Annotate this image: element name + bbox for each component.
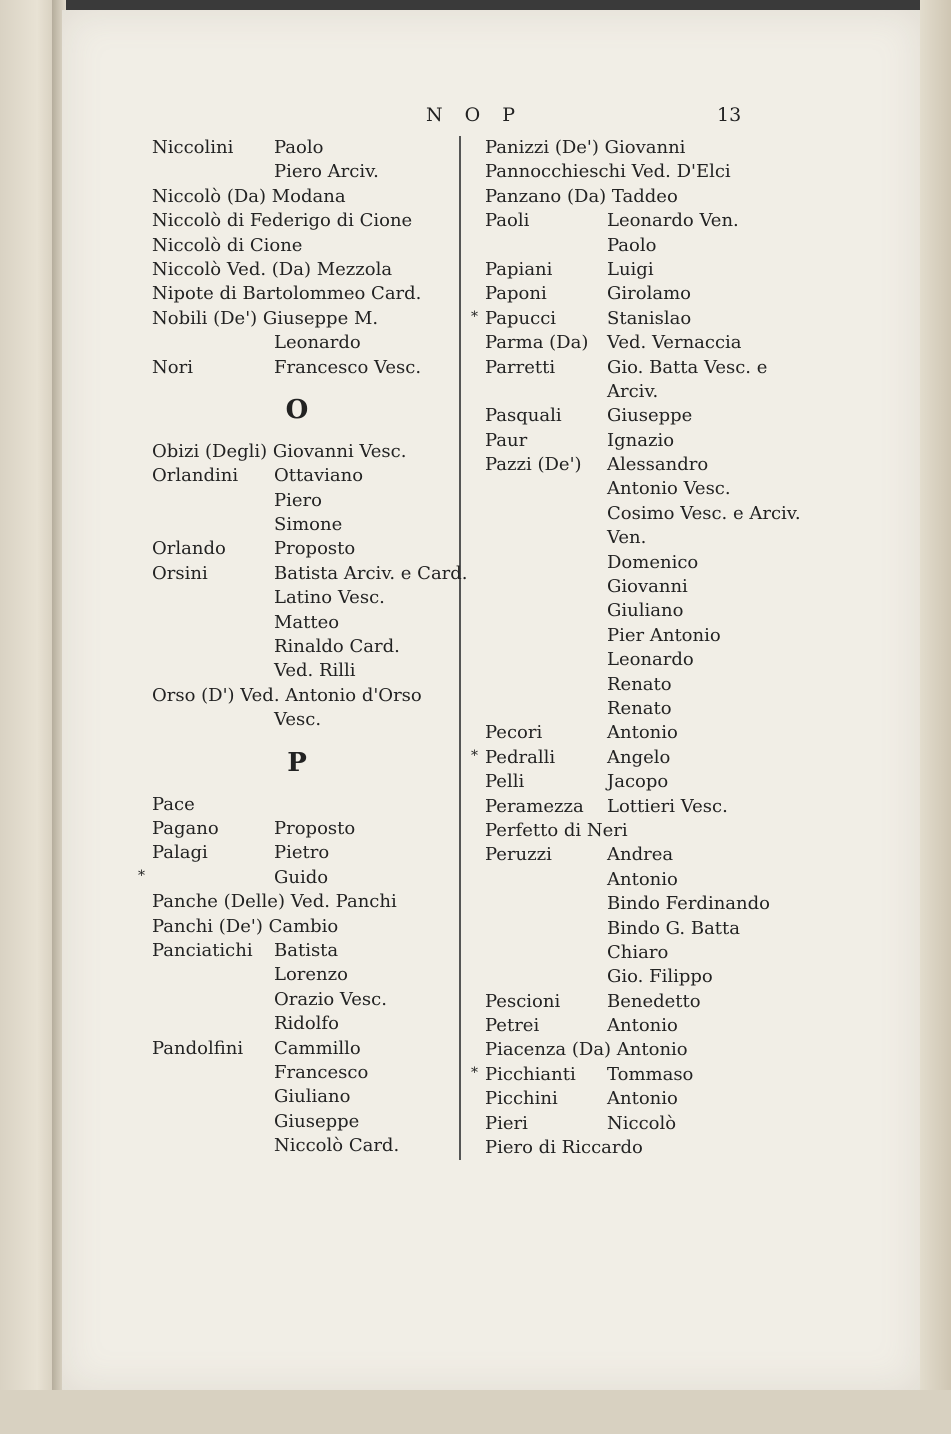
entry-surname: Pecori	[485, 722, 543, 744]
entry-surname: Picchini	[485, 1088, 558, 1110]
entry-surname: Obizi (Degli) Giovanni Vesc.	[152, 440, 407, 462]
entry-forename: Antonio Vesc.	[607, 478, 731, 500]
entry-forename: Batista	[274, 939, 339, 961]
index-entry	[152, 562, 468, 586]
entry-surname: Nipote di Bartolommeo Card.	[152, 283, 422, 305]
entry-surname: Panchi (De') Cambio	[152, 915, 339, 937]
entry-surname: Pedralli	[485, 746, 556, 768]
index-entry	[152, 185, 452, 209]
entry-surname: Orlandini	[152, 465, 239, 487]
entry-forename: Matteo	[274, 611, 340, 633]
index-entry	[485, 502, 801, 526]
entry-forename: Pietro	[274, 842, 330, 864]
entry-surname: Paur	[485, 429, 528, 451]
index-entry	[485, 990, 795, 1014]
index-entry	[152, 1061, 452, 1085]
index-entry	[152, 258, 452, 282]
entry-forename: Cammillo	[274, 1037, 361, 1059]
entry-forename: Paolo	[607, 234, 657, 256]
entry-forename: Ved. Vernaccia	[607, 332, 742, 354]
index-entry	[485, 795, 795, 819]
entry-surname: Pagano	[152, 817, 219, 839]
entry-forename: Orazio Vesc.	[274, 988, 387, 1010]
index-entry	[152, 356, 452, 380]
entry-surname: Picchianti	[485, 1063, 576, 1085]
index-entry	[485, 819, 795, 843]
index-entry	[485, 697, 795, 721]
index-entry	[485, 868, 795, 892]
entry-forename: Niccolò	[607, 1112, 677, 1134]
index-entry	[152, 1110, 452, 1134]
entries-n	[152, 136, 452, 380]
entry-forename: Leonardo	[607, 649, 694, 671]
entry-surname: Pazzi (De')	[485, 454, 582, 476]
index-entry	[485, 136, 795, 160]
entry-forename: Batista Arciv. e Card.	[274, 562, 468, 584]
entry-forename: Proposto	[274, 538, 356, 560]
entry-forename: Antonio	[607, 868, 678, 890]
index-entry	[152, 708, 452, 732]
entry-surname: Papucci	[485, 307, 557, 329]
entry-forename: Tommaso	[607, 1063, 694, 1085]
index-entry	[152, 1012, 452, 1036]
entry-forename: Vesc.	[274, 709, 322, 731]
entry-forename: Lorenzo	[274, 964, 348, 986]
index-entry	[152, 1085, 452, 1109]
index-entry	[471, 746, 795, 770]
index-entry	[485, 477, 795, 501]
entry-surname: Niccolò di Cione	[152, 234, 303, 256]
entry-forename: Domenico	[607, 551, 699, 573]
entry-surname: Orso (D') Ved. Antonio d'Orso	[152, 684, 422, 706]
entry-surname: Parretti	[485, 356, 556, 378]
right-column	[471, 136, 801, 1160]
index-entry	[152, 939, 452, 963]
asterisk-mark: *	[471, 308, 478, 325]
entry-surname: Panche (Delle) Ved. Panchi	[152, 891, 397, 913]
index-entry	[152, 489, 452, 513]
entry-forename: Antonio	[607, 1015, 678, 1037]
entry-surname: Pandolfini	[152, 1037, 244, 1059]
index-entry	[152, 659, 452, 683]
entry-surname: Orsini	[152, 562, 208, 584]
entry-surname: Pannocchieschi Ved. D'Elci	[485, 161, 731, 183]
index-entry	[485, 624, 795, 648]
index-entry	[152, 817, 452, 841]
index-entry	[485, 185, 795, 209]
index-entry	[152, 841, 452, 865]
index-entry	[152, 635, 452, 659]
index-entry	[485, 917, 795, 941]
index-entry	[471, 307, 795, 331]
entry-surname: Piacenza (Da) Antonio	[485, 1039, 688, 1061]
entry-forename: Antonio	[607, 722, 678, 744]
entry-forename: Simone	[274, 514, 343, 536]
entry-forename: Guido	[274, 866, 329, 888]
entry-surname: Panizzi (De') Giovanni	[485, 137, 686, 158]
entry-surname: Panciatichi	[152, 939, 253, 961]
index-entry	[485, 526, 795, 550]
index-entry	[485, 673, 795, 697]
entry-surname: Pelli	[485, 771, 525, 793]
index-entry	[485, 965, 795, 989]
column-divider	[459, 136, 461, 1160]
entry-forename: Lottieri Vesc.	[607, 795, 728, 817]
index-entry	[485, 1014, 795, 1038]
index-entry	[485, 429, 795, 453]
entry-forename: Chiaro	[607, 941, 669, 963]
index-entry	[485, 1136, 795, 1160]
index-entry	[152, 513, 452, 537]
entry-forename: Piero	[274, 489, 322, 511]
entries-o	[152, 440, 468, 733]
index-entry	[485, 404, 795, 428]
entry-forename: Cosimo Vesc. e Arciv.	[607, 502, 801, 524]
entry-surname: Niccolini	[152, 137, 234, 158]
entry-surname: Piero di Riccardo	[485, 1137, 643, 1159]
entry-forename: Leonardo Ven.	[607, 210, 739, 232]
entry-surname: Niccolò di Federigo di Cione	[152, 210, 413, 232]
index-entry	[152, 209, 452, 233]
index-entry	[485, 258, 795, 282]
section-letter-o: O	[285, 394, 309, 425]
entry-surname: Paoli	[485, 210, 530, 232]
entry-surname: Papiani	[485, 258, 553, 280]
entry-forename: Girolamo	[607, 283, 691, 305]
entry-surname: Paponi	[485, 283, 547, 305]
entry-surname: Pace	[152, 793, 195, 815]
entry-surname: Parma (Da)	[485, 332, 589, 354]
index-entry	[152, 136, 452, 160]
entry-forename: Angelo	[607, 746, 671, 768]
entry-surname: Panzano (Da) Taddeo	[485, 185, 678, 207]
index-entry	[471, 1063, 795, 1087]
index-entry	[152, 331, 452, 355]
entry-forename: Leonardo	[274, 332, 361, 354]
entry-forename: Bindo Ferdinando	[607, 893, 770, 915]
entry-surname: Nobili (De') Giuseppe M.	[152, 307, 379, 329]
index-entry	[152, 988, 452, 1012]
entry-forename: Paolo	[274, 137, 324, 158]
index-entry	[152, 611, 452, 635]
entry-forename: Bindo G. Batta	[607, 917, 740, 939]
entry-surname: Perfetto di Neri	[485, 819, 628, 841]
entry-forename: Antonio	[607, 1088, 678, 1110]
index-entry	[485, 575, 795, 599]
entry-forename: Pier Antonio	[607, 624, 721, 646]
index-entry	[152, 793, 452, 817]
entry-forename: Renato	[607, 697, 672, 719]
index-entry	[152, 1134, 452, 1158]
entry-forename: Ven.	[607, 527, 647, 549]
entry-forename: Giuliano	[607, 600, 684, 622]
index-entry	[152, 1037, 452, 1061]
entry-forename: Latino Vesc.	[274, 587, 385, 609]
entry-surname: Nori	[152, 356, 193, 378]
index-entry	[152, 282, 452, 306]
entry-forename: Ottaviano	[274, 465, 364, 487]
entry-surname: Palagi	[152, 842, 208, 864]
index-entry	[152, 890, 452, 914]
index-entry	[485, 648, 795, 672]
index-entry	[485, 234, 795, 258]
entry-surname: Peruzzi	[485, 844, 552, 866]
entry-forename: Francesco	[274, 1061, 369, 1083]
index-entry	[152, 307, 452, 331]
index-entry	[485, 892, 795, 916]
page-header	[0, 104, 951, 130]
index-entry	[485, 160, 795, 184]
index-entry	[485, 721, 795, 745]
index-entry	[485, 331, 795, 355]
index-entry	[152, 586, 452, 610]
entry-forename: Jacopo	[607, 771, 669, 793]
asterisk-mark: *	[138, 867, 145, 884]
index-entry	[485, 599, 795, 623]
entry-forename: Stanislao	[607, 307, 692, 329]
entry-forename: Gio. Batta Vesc. e	[607, 356, 768, 378]
running-title: N O P	[426, 104, 524, 126]
entry-surname: Peramezza	[485, 795, 584, 817]
entry-forename: Giuliano	[274, 1086, 351, 1108]
entry-forename: Ignazio	[607, 429, 675, 451]
entry-forename: Proposto	[274, 817, 356, 839]
entry-forename: Arciv.	[607, 380, 659, 402]
entry-surname: Pasquali	[485, 405, 562, 427]
index-entry	[485, 1087, 795, 1111]
entries-p	[138, 793, 452, 1159]
entry-forename: Niccolò Card.	[274, 1135, 400, 1157]
index-entry	[485, 209, 795, 233]
index-entry	[485, 453, 795, 477]
entry-forename: Benedetto	[607, 990, 701, 1012]
index-entry	[485, 356, 795, 380]
index-entry	[152, 160, 452, 184]
entry-surname: Pescioni	[485, 990, 561, 1012]
entry-surname: Niccolò Ved. (Da) Mezzola	[152, 258, 393, 280]
index-entry	[152, 963, 452, 987]
entry-forename: Giuseppe	[274, 1110, 360, 1132]
entry-surname: Pieri	[485, 1112, 528, 1134]
entry-forename: Francesco Vesc.	[274, 356, 422, 378]
entries-p-continued	[471, 136, 801, 1160]
asterisk-mark: *	[471, 747, 478, 764]
entry-surname: Orlando	[152, 538, 226, 560]
index-entry	[485, 843, 795, 867]
index-entry	[485, 770, 795, 794]
entry-forename: Piero Arciv.	[274, 161, 379, 183]
section-letter-p: P	[287, 747, 307, 778]
index-entry	[485, 941, 795, 965]
index-entry	[485, 551, 795, 575]
entry-surname: Petrei	[485, 1015, 540, 1037]
entry-forename: Renato	[607, 673, 672, 695]
index-entry	[152, 464, 452, 488]
left-column	[138, 136, 468, 1158]
entry-forename: Giuseppe	[607, 405, 693, 427]
index-entry	[485, 1038, 795, 1062]
page-bottom-edge	[0, 1390, 951, 1434]
index-entry	[152, 234, 452, 258]
entry-forename: Ved. Rilli	[274, 660, 356, 682]
index-entry	[485, 380, 795, 404]
entry-surname: Niccolò (Da) Modana	[152, 185, 346, 207]
index-entry	[485, 282, 795, 306]
entry-forename: Luigi	[607, 258, 654, 280]
index-entry	[152, 684, 452, 708]
page-number: 13	[717, 104, 742, 126]
index-entry	[152, 537, 452, 561]
index-entry	[152, 915, 452, 939]
right-page-edge	[920, 0, 951, 1434]
entry-forename: Alessandro	[607, 454, 709, 476]
entry-forename: Ridolfo	[274, 1013, 339, 1035]
entry-forename: Rinaldo Card.	[274, 636, 400, 658]
index-entry	[152, 440, 452, 464]
index-entry	[485, 1112, 795, 1136]
entry-forename: Andrea	[607, 844, 674, 866]
asterisk-mark: *	[471, 1064, 478, 1081]
entry-forename: Gio. Filippo	[607, 966, 713, 988]
index-entry	[138, 866, 452, 890]
entry-forename: Giovanni	[607, 576, 688, 598]
